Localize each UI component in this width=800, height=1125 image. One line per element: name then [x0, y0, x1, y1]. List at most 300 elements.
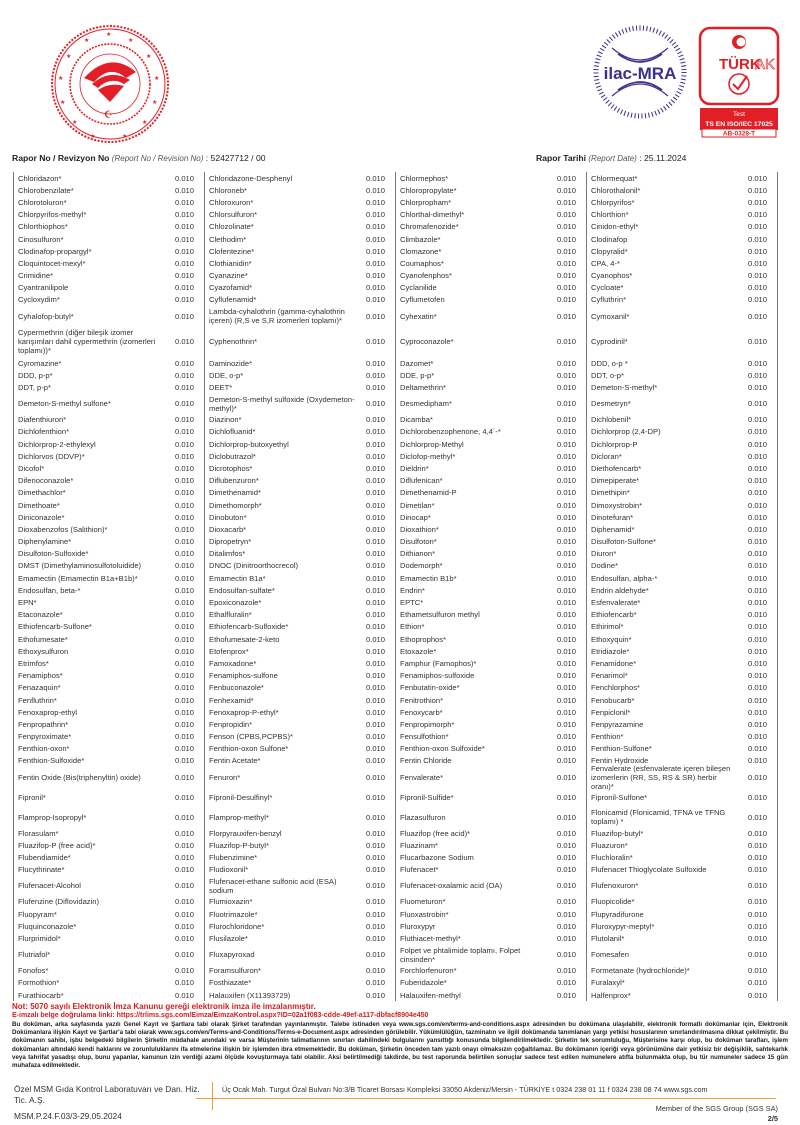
analyte-value: 0.010	[747, 500, 767, 510]
analyte-name: Chromafenozide*	[400, 222, 459, 232]
table-row	[587, 326, 777, 357]
analyte-value: 0.010	[174, 695, 194, 705]
table-row	[396, 572, 586, 584]
analyte-value: 0.010	[747, 658, 767, 668]
table-row	[396, 621, 586, 633]
analyte-name: Demeton-S-methyl*	[591, 383, 658, 393]
analyte-value: 0.010	[365, 246, 385, 256]
analyte-name: Cyanofenphos*	[400, 271, 452, 281]
analyte-value: 0.010	[747, 610, 767, 620]
table-row	[14, 357, 204, 369]
analyte-name: Fluazifop (free acid)*	[400, 828, 471, 838]
analyte-value: 0.010	[747, 537, 767, 547]
analyte-name: Flumioxazin*	[209, 897, 253, 907]
analyte-value: 0.010	[747, 683, 767, 693]
table-row	[14, 945, 204, 965]
analyte-name: Cyfluthrin*	[591, 295, 627, 305]
analyte-value: 0.010	[556, 732, 576, 742]
table-row	[14, 876, 204, 896]
table-row	[205, 414, 395, 426]
table-row	[587, 896, 777, 908]
analyte-name: Fenthion-Sulfone*	[591, 744, 652, 754]
analyte-value: 0.010	[365, 897, 385, 907]
analyte-name: Furathiocarb*	[18, 990, 64, 1000]
analyte-value: 0.010	[174, 966, 194, 976]
table-row	[205, 876, 395, 896]
analyte-name: Flamprop-methyl*	[209, 812, 269, 822]
analyte-value: 0.010	[747, 234, 767, 244]
analyte-name: Chlorothalonil*	[591, 185, 641, 195]
analyte-name: Fluazifop-butyl*	[591, 828, 644, 838]
analyte-name: Flurochloridone*	[209, 921, 265, 931]
table-row	[205, 245, 395, 257]
svg-text:ilac-MRA: ilac-MRA	[603, 64, 677, 83]
table-row	[587, 657, 777, 669]
analyte-name: Dichlorprop-P	[591, 439, 638, 449]
table-row	[396, 876, 586, 896]
table-row	[14, 369, 204, 381]
table-row	[396, 682, 586, 694]
analyte-value: 0.010	[365, 549, 385, 559]
table-row	[205, 633, 395, 645]
analyte-name: Ethametsulfuron methyl	[400, 610, 480, 620]
analyte-name: Dicrotophos*	[209, 463, 253, 473]
analyte-name: Clodinafop-propargyl*	[18, 246, 92, 256]
analyte-value: 0.010	[365, 719, 385, 729]
analyte-value: 0.010	[365, 512, 385, 522]
analyte-name: Chloridazone-Desphenyl	[209, 173, 293, 183]
analyte-value: 0.010	[174, 537, 194, 547]
analyte-value: 0.010	[747, 271, 767, 281]
analyte-value: 0.010	[365, 488, 385, 498]
table-row	[587, 257, 777, 269]
analyte-name: Dodine*	[591, 561, 619, 571]
analyte-name: Clodinafop	[591, 234, 628, 244]
analyte-value: 0.010	[747, 853, 767, 863]
table-row	[14, 294, 204, 306]
table-row	[587, 864, 777, 876]
table-row	[14, 245, 204, 257]
analyte-name: Etridiazole*	[591, 646, 630, 656]
analyte-value: 0.010	[365, 185, 385, 195]
analyte-value: 0.010	[365, 990, 385, 1000]
analyte-name: Halauxifen-methyl	[400, 990, 461, 1000]
table-row	[14, 438, 204, 450]
analyte-name: Difenoconazole*	[18, 476, 74, 486]
table-row	[587, 475, 777, 487]
analyte-value: 0.010	[365, 311, 385, 321]
analyte-name: Cinidon-ethyl*	[591, 222, 639, 232]
table-row	[205, 536, 395, 548]
analyte-value: 0.010	[174, 399, 194, 409]
analyte-name: Flufenoxuron*	[591, 881, 639, 891]
table-row	[396, 270, 586, 282]
analyte-name: Flufenacet-oxalamic acid (OA)	[400, 881, 503, 891]
analyte-name: Cyazofamid*	[209, 283, 253, 293]
analyte-name: Flubenzimine*	[209, 853, 258, 863]
svg-text:★: ★	[84, 38, 90, 44]
table-row	[14, 381, 204, 393]
analyte-name: Cyprodinil*	[591, 337, 628, 347]
analyte-name: Fluazinam*	[400, 840, 438, 850]
table-row	[205, 196, 395, 208]
analyte-value: 0.010	[174, 772, 194, 782]
analyte-name: Ethofumesate-2-keto	[209, 634, 280, 644]
analyte-name: Forchlorfenuron*	[400, 966, 457, 976]
table-row	[14, 896, 204, 908]
table-row	[205, 584, 395, 596]
table-row	[587, 706, 777, 718]
analyte-name: Disulfoton*	[400, 537, 437, 547]
table-row	[14, 282, 204, 294]
analyte-value: 0.010	[747, 881, 767, 891]
analyte-value: 0.010	[556, 561, 576, 571]
analyte-name: Cinosulfuron*	[18, 234, 64, 244]
analyte-value: 0.010	[174, 283, 194, 293]
table-row	[396, 965, 586, 977]
form-code: MSM.P.24.F.03/3-29.05.2024	[14, 1111, 122, 1121]
table-row	[587, 369, 777, 381]
analyte-value: 0.010	[174, 500, 194, 510]
analyte-value: 0.010	[365, 744, 385, 754]
analyte-value: 0.010	[556, 500, 576, 510]
analyte-name: Cyanazine*	[209, 271, 248, 281]
svg-text:★: ★	[142, 120, 148, 126]
analyte-name: EPN*	[18, 598, 37, 608]
analyte-value: 0.010	[747, 210, 767, 220]
analyte-name: Fenvalerate*	[400, 772, 444, 782]
table-row	[205, 394, 395, 414]
page-number: 2/5	[767, 1114, 778, 1123]
analyte-name: Dimetilan*	[400, 500, 435, 510]
table-row	[587, 572, 777, 584]
table-row	[14, 731, 204, 743]
analyte-value: 0.010	[556, 909, 576, 919]
analyte-value: 0.010	[365, 622, 385, 632]
table-row	[14, 221, 204, 233]
analyte-name: Ethiofencarb-Sulfone*	[18, 622, 92, 632]
analyte-value: 0.010	[556, 622, 576, 632]
analyte-name: Cyclanilide	[400, 283, 437, 293]
analyte-value: 0.010	[365, 283, 385, 293]
table-row	[205, 233, 395, 245]
analyte-value: 0.010	[556, 524, 576, 534]
analyte-value: 0.010	[556, 933, 576, 943]
analyte-name: Dipropetryn*	[209, 537, 252, 547]
svg-text:Test: Test	[733, 111, 745, 118]
analyte-name: EPTC*	[400, 598, 424, 608]
analyte-name: Cyproconazole*	[400, 337, 454, 347]
analyte-value: 0.010	[174, 671, 194, 681]
table-row	[396, 257, 586, 269]
analyte-value: 0.010	[747, 399, 767, 409]
analyte-name: Diclofop-methyl*	[400, 451, 456, 461]
analyte-value: 0.010	[365, 732, 385, 742]
analyte-name: Fipronil-Desulfinyl*	[209, 792, 273, 802]
analyte-value: 0.010	[174, 719, 194, 729]
analyte-name: Fentin Oxide (Bis(triphenyltin) oxide)	[18, 772, 141, 782]
table-row	[14, 257, 204, 269]
analyte-value: 0.010	[365, 812, 385, 822]
analyte-name: Coumaphos*	[400, 258, 444, 268]
table-row	[587, 270, 777, 282]
analyte-name: Diafenthiuron*	[18, 415, 67, 425]
analyte-name: Cycloate*	[591, 283, 624, 293]
table-row	[14, 743, 204, 755]
analyte-value: 0.010	[365, 840, 385, 850]
analyte-name: Fenbuconazole*	[209, 683, 264, 693]
analyte-name: Dazomet*	[400, 358, 434, 368]
analyte-value: 0.010	[174, 921, 194, 931]
analyte-name: Cycloxydim*	[18, 295, 60, 305]
table-row	[587, 633, 777, 645]
analyte-name: Dimethoate*	[18, 500, 60, 510]
table-row	[14, 807, 204, 827]
table-row	[396, 657, 586, 669]
table-row	[205, 369, 395, 381]
analyte-name: Clofentezine*	[209, 246, 255, 256]
analyte-name: Ditalimfos*	[209, 549, 246, 559]
analyte-name: Ethoxyquin*	[591, 634, 632, 644]
analyte-name: Dimethenamid*	[209, 488, 261, 498]
analyte-value: 0.010	[556, 990, 576, 1000]
analyte-name: Dimepiperate*	[591, 476, 640, 486]
analyte-name: Chloroneb*	[209, 185, 247, 195]
analyte-name: Fluopyram*	[18, 909, 57, 919]
analyte-value: 0.010	[556, 427, 576, 437]
analyte-value: 0.010	[365, 399, 385, 409]
analyte-value: 0.010	[747, 585, 767, 595]
analyte-value: 0.010	[556, 585, 576, 595]
analyte-name: Dinotefuran*	[591, 512, 634, 522]
analyte-name: Florasulam*	[18, 828, 59, 838]
analyte-name: Chlorthion*	[591, 210, 629, 220]
analyte-value: 0.010	[365, 383, 385, 393]
analyte-name: Cyhexatin*	[400, 311, 437, 321]
analyte-value: 0.010	[747, 909, 767, 919]
table-row	[396, 233, 586, 245]
analyte-value: 0.010	[174, 646, 194, 656]
analyte-value: 0.010	[365, 210, 385, 220]
analyte-name: Fenoxaprop-P-ethyl*	[209, 707, 279, 717]
analyte-name: Chlorsulfuron*	[209, 210, 258, 220]
table-row	[396, 609, 586, 621]
verification-link[interactable]: E-imzalı belge doğrulama linki: https://trlims.sgs.com/Eimza/EimzaKontrol.aspx?ID=02a1f083-cdde-49ef-a117-dbfacf8904e450	[12, 1012, 429, 1020]
analyte-name: Daminozide*	[209, 358, 253, 368]
table-row	[205, 438, 395, 450]
analyte-value: 0.010	[747, 463, 767, 473]
table-row	[396, 743, 586, 755]
analyte-value: 0.010	[556, 197, 576, 207]
analyte-value: 0.010	[747, 173, 767, 183]
analyte-name: Deltamethrin*	[400, 383, 447, 393]
analyte-name: Endrin*	[400, 585, 425, 595]
table-row	[205, 896, 395, 908]
analyte-name: Dinobuton*	[209, 512, 247, 522]
table-row	[14, 989, 204, 1001]
analyte-value: 0.010	[365, 921, 385, 931]
analyte-name: Dioxathion*	[400, 524, 439, 534]
analyte-value: 0.010	[556, 173, 576, 183]
table-row	[205, 475, 395, 487]
analyte-value: 0.010	[556, 246, 576, 256]
analyte-name: Fonofos*	[18, 966, 49, 976]
analyte-value: 0.010	[556, 337, 576, 347]
analyte-name: Fenitrothion*	[400, 695, 444, 705]
analyte-name: Fenhexamid*	[209, 695, 254, 705]
analyte-name: Etaconazole*	[18, 610, 63, 620]
analyte-value: 0.010	[174, 792, 194, 802]
analyte-name: Flufenacet-Alcohol	[18, 881, 81, 891]
analyte-name: Dichlorprop-butoxyethyl	[209, 439, 289, 449]
analyte-value: 0.010	[747, 646, 767, 656]
analyte-value: 0.010	[174, 622, 194, 632]
analyte-name: Disulfoton-Sulfone*	[591, 537, 657, 547]
table-row	[396, 920, 586, 932]
table-row	[396, 462, 586, 474]
table-row	[205, 743, 395, 755]
analyte-name: Fenobucarb*	[591, 695, 635, 705]
table-row	[587, 511, 777, 523]
report-header	[12, 153, 792, 167]
analyte-value: 0.010	[174, 865, 194, 875]
analyte-value: 0.010	[556, 463, 576, 473]
analyte-name: Famphur (Famophos)*	[400, 658, 477, 668]
analyte-value: 0.010	[747, 197, 767, 207]
company-address: Üç Ocak Mah. Turgut Özal Bulvarı No:3/B Ticaret Borsası Kompleksi 33050 Akdeniz/Mersin - TÜRKİYE t 0324 238 01 11 f 0324 238 08 74 www.sgs.com	[222, 1085, 708, 1094]
table-row	[587, 743, 777, 755]
table-row	[587, 920, 777, 932]
analyte-value: 0.010	[747, 476, 767, 486]
analyte-name: Cymoxanil*	[591, 311, 630, 321]
analyte-value: 0.010	[556, 295, 576, 305]
table-row	[14, 718, 204, 730]
svg-text:AK: AK	[755, 56, 776, 73]
analyte-value: 0.010	[174, 234, 194, 244]
table-row	[14, 172, 204, 184]
analyte-value: 0.010	[556, 978, 576, 988]
analyte-value: 0.010	[365, 271, 385, 281]
analyte-value: 0.010	[174, 561, 194, 571]
table-row	[396, 989, 586, 1001]
table-row	[14, 572, 204, 584]
table-row	[205, 282, 395, 294]
analyte-value: 0.010	[174, 210, 194, 220]
analyte-name: Cypermethrin (diğer bileşik izomer karışımları dahil cypermethrin (izomerleri toplamı))*	[18, 328, 156, 356]
analyte-value: 0.010	[365, 439, 385, 449]
analyte-value: 0.010	[747, 792, 767, 802]
analyte-value: 0.010	[747, 772, 767, 782]
table-row	[396, 908, 586, 920]
table-row	[14, 706, 204, 718]
table-row	[14, 209, 204, 221]
analyte-name: Desmetryn*	[591, 399, 631, 409]
analyte-value: 0.010	[556, 853, 576, 863]
analyte-name: Diethofencarb*	[591, 463, 642, 473]
analyte-name: Emamectin (Emamectin B1a+B1b)*	[18, 573, 138, 583]
results-column	[205, 172, 396, 1001]
svg-text:★: ★	[66, 54, 72, 60]
analyte-value: 0.010	[365, 828, 385, 838]
table-row	[396, 731, 586, 743]
analyte-value: 0.010	[365, 978, 385, 988]
table-row	[205, 381, 395, 393]
analyte-name: Etofenprox*	[209, 646, 249, 656]
table-row	[205, 694, 395, 706]
analyte-value: 0.010	[174, 370, 194, 380]
analyte-value: 0.010	[556, 881, 576, 891]
table-row	[14, 682, 204, 694]
results-column	[396, 172, 587, 1001]
table-row	[396, 787, 586, 807]
analyte-value: 0.010	[556, 683, 576, 693]
table-row	[396, 523, 586, 535]
analyte-name: Chloropropylate*	[400, 185, 457, 195]
analyte-value: 0.010	[747, 295, 767, 305]
analyte-name: Fenthion*	[591, 732, 624, 742]
analyte-name: Desmedipham*	[400, 399, 452, 409]
analyte-value: 0.010	[365, 451, 385, 461]
analyte-value: 0.010	[556, 598, 576, 608]
table-row	[587, 731, 777, 743]
svg-text:★: ★	[106, 32, 112, 38]
analyte-value: 0.010	[174, 358, 194, 368]
table-row	[396, 282, 586, 294]
analyte-value: 0.010	[174, 295, 194, 305]
analyte-value: 0.010	[556, 573, 576, 583]
analyte-value: 0.010	[174, 258, 194, 268]
analyte-name: Flazasulfuron	[400, 812, 446, 822]
table-row	[396, 945, 586, 965]
analyte-value: 0.010	[365, 258, 385, 268]
table-row	[587, 670, 777, 682]
analyte-value: 0.010	[747, 865, 767, 875]
analyte-value: 0.010	[365, 772, 385, 782]
analyte-value: 0.010	[174, 427, 194, 437]
analyte-value: 0.010	[365, 909, 385, 919]
analyte-value: 0.010	[747, 185, 767, 195]
table-row	[587, 536, 777, 548]
table-row	[587, 184, 777, 196]
table-row	[205, 596, 395, 608]
analyte-name: Fluxapyroxad	[209, 950, 255, 960]
analyte-value: 0.010	[174, 415, 194, 425]
analyte-value: 0.010	[365, 173, 385, 183]
table-row	[396, 851, 586, 863]
analyte-name: Flonicamid (Flonicamid, TFNA ve TFNG toplamı) *	[591, 808, 726, 827]
table-row	[587, 172, 777, 184]
table-row	[205, 657, 395, 669]
analyte-value: 0.010	[747, 744, 767, 754]
analyte-value: 0.010	[747, 311, 767, 321]
analyte-value: 0.010	[747, 283, 767, 293]
table-row	[396, 839, 586, 851]
table-row	[587, 245, 777, 257]
table-row	[587, 596, 777, 608]
analyte-value: 0.010	[556, 370, 576, 380]
analyte-value: 0.010	[747, 598, 767, 608]
table-row	[396, 172, 586, 184]
analyte-value: 0.010	[365, 881, 385, 891]
table-row	[205, 731, 395, 743]
analyte-value: 0.010	[174, 683, 194, 693]
analyte-value: 0.010	[365, 933, 385, 943]
analyte-name: Endosulfan, alpha-*	[591, 573, 658, 583]
svg-text:★: ★	[146, 54, 152, 60]
analyte-name: Crimidine*	[18, 271, 54, 281]
analyte-name: Fluthiacet-methyl*	[400, 933, 461, 943]
analyte-name: Folpet ve phtalimide toplamı, Folpet cinsinden*	[400, 945, 521, 964]
